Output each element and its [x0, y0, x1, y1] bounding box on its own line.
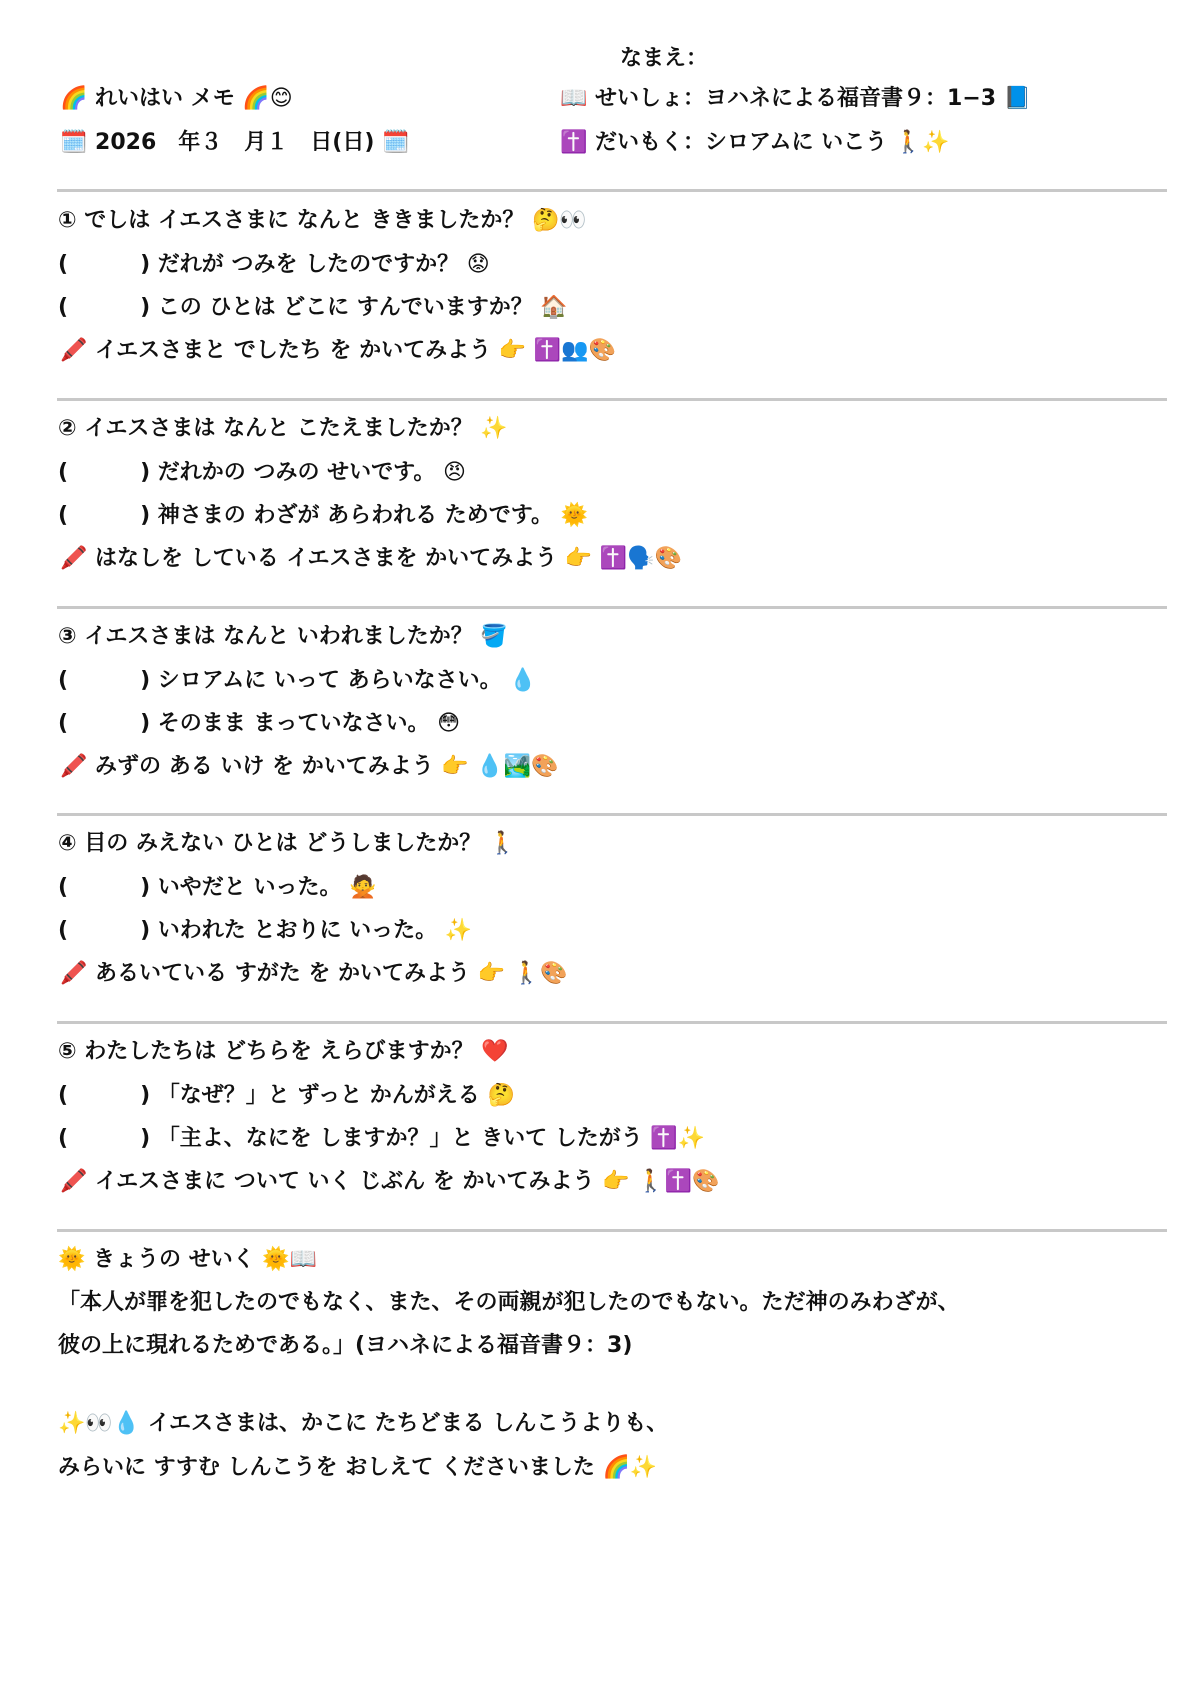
answer-option — [58, 1081, 515, 1111]
paren-open: ( — [58, 668, 69, 693]
answer-option — [58, 1124, 705, 1154]
paren-close: ) — [140, 460, 151, 485]
question-1: ① でしは イエスさまに なんと ききましたか？ 🤔👀 — [58, 208, 587, 233]
drawing-prompt-1: 🖍️ イエスさまと でしたち を かいてみよう 👉 ✝️👥🎨 — [60, 338, 617, 363]
option-text: そのまま まっていなさい。 😳 — [157, 711, 461, 736]
paren-close: ) — [140, 295, 151, 320]
divider — [57, 1229, 1167, 1232]
closing-line-2: みらいに すすむ しんこうを おしえて くださいました 🌈✨ — [58, 1455, 658, 1480]
paren-close: ) — [140, 1126, 151, 1151]
paren-close: ) — [140, 918, 151, 943]
memo-title: 🌈 れいはい メモ 🌈😊 — [60, 86, 293, 111]
option-text: いやだと いった。 🙅 — [157, 875, 377, 900]
paren-open: ( — [58, 252, 69, 277]
answer-option — [58, 458, 466, 488]
paren-close: ) — [140, 711, 151, 736]
option-text: だれかの つみの せいです。 😠 — [157, 460, 466, 485]
answer-option — [58, 293, 568, 323]
date-line: 🗓️ 2026 年３ 月１ 日(日) 🗓️ — [60, 130, 410, 155]
drawing-prompt-4: 🖍️ あるいている すがた を かいてみよう 👉 🚶🎨 — [60, 961, 568, 986]
answer-option — [58, 501, 588, 531]
drawing-prompt-3: 🖍️ みずの ある いけ を かいてみよう 👉 💧🏞️🎨 — [60, 754, 559, 779]
answer-option — [58, 916, 472, 946]
drawing-prompt-2: 🖍️ はなしを している イエスさまを かいてみよう 👉 ✝️🗣️🎨 — [60, 546, 683, 571]
paren-close: ) — [140, 668, 151, 693]
option-text: いわれた とおりに いった。 ✨ — [157, 918, 473, 943]
answer-option — [58, 666, 537, 696]
answer-option — [58, 250, 490, 280]
paren-open: ( — [58, 711, 69, 736]
option-text: 「なぜ？」と ずっと かんがえる 🤔 — [157, 1083, 515, 1108]
paren-open: ( — [58, 503, 69, 528]
divider — [57, 1021, 1167, 1024]
option-text: 神さまの わざが あらわれる ためです。 🌞 — [157, 503, 589, 528]
option-text: シロアムに いって あらいなさい。 💧 — [157, 668, 537, 693]
paren-open: ( — [58, 918, 69, 943]
paren-close: ) — [140, 503, 151, 528]
paren-open: ( — [58, 295, 69, 320]
answer-option — [58, 709, 460, 739]
paren-close: ) — [140, 875, 151, 900]
question-3: ③ イエスさまは なんと いわれましたか？ 🪣 — [58, 624, 508, 649]
scripture-reference: 📖 せいしょ：ヨハネによる福音書９：1−3 📘 — [560, 86, 1032, 111]
sermon-theme: ✝️ だいもく：シロアムに いこう 🚶✨ — [560, 130, 950, 155]
paren-open: ( — [58, 875, 69, 900]
drawing-prompt-5: 🖍️ イエスさまに ついて いく じぶん を かいてみよう 👉 🚶✝️🎨 — [60, 1169, 720, 1194]
paren-open: ( — [58, 1083, 69, 1108]
paren-open: ( — [58, 1126, 69, 1151]
question-4: ④ 目の みえない ひとは どうしましたか？ 🚶 — [58, 831, 517, 856]
divider — [57, 606, 1167, 609]
option-text: この ひとは どこに すんでいますか？ 🏠 — [157, 295, 568, 320]
question-2: ② イエスさまは なんと こたえましたか？ ✨ — [58, 416, 508, 441]
verse-line-2: 彼の上に現れるためである。」(ヨハネによる福音書９：3) — [58, 1333, 633, 1358]
paren-open: ( — [58, 460, 69, 485]
verse-line-1: 「本人が罪を犯したのでもなく、また、その両親が犯したのでもない。ただ神のみわざが、 — [58, 1290, 960, 1315]
paren-close: ) — [140, 252, 151, 277]
name-label: なまえ： — [620, 46, 709, 71]
option-text: だれが つみを したのですか？ 😟 — [157, 252, 490, 277]
paren-close: ) — [140, 1083, 151, 1108]
divider — [57, 189, 1167, 192]
closing-line-1: ✨👀💧 イエスさまは、かこに たちどまる しんこうよりも、 — [58, 1411, 669, 1436]
divider — [57, 813, 1167, 816]
verse-heading: 🌞 きょうの せいく 🌞📖 — [58, 1247, 318, 1272]
option-text: 「主よ、なにを しますか？」と きいて したがう ✝️✨ — [157, 1126, 706, 1151]
question-5: ⑤ わたしたちは どちらを えらびますか？ ❤️ — [58, 1039, 509, 1064]
answer-option — [58, 873, 377, 903]
divider — [57, 398, 1167, 401]
